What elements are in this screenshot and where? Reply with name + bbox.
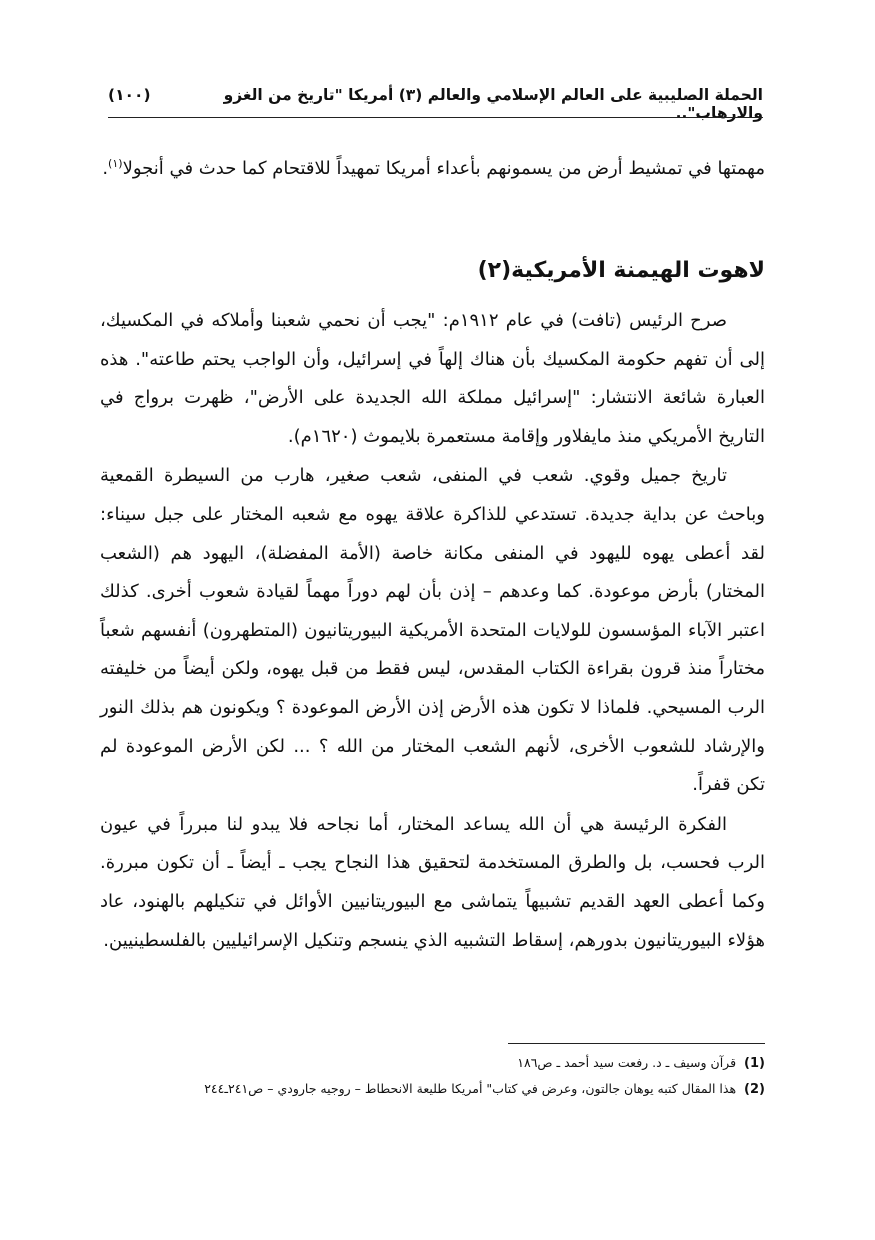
footnote-text: هذا المقال كتبه يوهان جالتون، وعرض في كتاب" أمريكا طليعة الانحطاط – روجيه جارودي – ص٢٤١ـ٢٤٤ xyxy=(204,1081,737,1096)
footnote-reference-1[interactable]: (١) xyxy=(108,157,123,170)
footnote-text: قرآن وسيف ـ د. رفعت سيد أحمد ـ ص١٨٦ xyxy=(517,1055,737,1070)
intro-paragraph-block xyxy=(100,150,765,189)
intro-end: . xyxy=(102,158,109,179)
section-heading: لاهوت الهيمنة الأمريكية(٢) xyxy=(477,258,765,283)
body-paragraph: صرح الرئيس (تافت) في عام ١٩١٢م: "يجب أن نحمي شعبنا وأملاكه في المكسيك، إلى أن تفهم حكومة المكسيك بأن هناك إلهاً في إسرائيل، وأن الواجب يحتم طاعته". هذه العبارة شائعة الانتشار: "إسرائيل مملكة الله الجديدة على الأرض"، ظهرت برواج في التاريخ الأمريكي منذ مايفلاور وإقامة مستعمرة بلايموث (١٦٢٠م). xyxy=(100,310,765,447)
intro-text: مهمتها في تمشيط أرض من يسمونهم بأعداء أمريكا تمهيداً للاقتحام كما حدث في أنجولا xyxy=(122,158,765,179)
header-title: الحملة الصليبية على العالم الإسلامي والعالم (٣) أمريكا "تاريخ من الغزو والارهاب".. xyxy=(223,86,763,122)
page-number: (١٠٠) xyxy=(108,86,151,104)
section-body xyxy=(100,302,765,961)
body-paragraph: الفكرة الرئيسة هي أن الله يساعد المختار، أما نجاحه فلا يبدو لنا مبرراً في عيون الرب فحسب، بل والطرق المستخدمة لتحقيق هذا النجاح يجب ـ أيضاً ـ أن تكون مبررة. وكما أعطى العهد القديم تشبيهاً يتماشى مع البيوريتانيين الأوائل في تنكيلهم بالهنود، عاد هؤلاء البيوريتانيون بدورهم، إسقاط التشبيه الذي ينسجم وتنكيل الإسرائيليين بالفلسطينيين. xyxy=(100,813,765,951)
footnote-item xyxy=(100,1076,765,1102)
footnote-item xyxy=(100,1050,765,1076)
body-paragraph: تاريخ جميل وقوي. شعب في المنفى، شعب صغير، هارب من السيطرة القمعية وباحث عن بداية جديدة. تستدعي للذاكرة علاقة يهوه مع شعبه المختار على جبل سيناء: لقد أعطى يهوه لليهود في المنفى مكانة خاصة (الأمة المفضلة)، اليهود هم (الشعب المختار) بأرض موعودة. كما وعدهم – إذن بأن لهم دوراً مهماً لقيادة شعوب أخرى. كذلك اعتبر الآباء المؤسسون للولايات المتحدة الأمريكية البيوريتانيون (المتطهرون) أنفسهم شعباً مختاراً منذ قرون بقراءة الكتاب المقدس، ليس فقط من قبل يهوه، ولكن أيضاً من خليفته الرب المسيحي. فلماذا لا تكون هذه الأرض إذن الأرض الموعودة ؟ ويكونون هم بذلك النور والإرشاد للشعوب الأخرى، لأنهم الشعب المختار من الله ؟ ... لكن الأرض الموعودة لم تكن قفراً. xyxy=(100,465,765,796)
intro-paragraph xyxy=(100,150,765,189)
footnote-number: (1) xyxy=(744,1056,765,1071)
footnote-divider xyxy=(508,1043,765,1044)
footnote-number: (2) xyxy=(744,1082,765,1097)
footnotes xyxy=(100,1050,765,1102)
header-divider xyxy=(108,117,763,118)
